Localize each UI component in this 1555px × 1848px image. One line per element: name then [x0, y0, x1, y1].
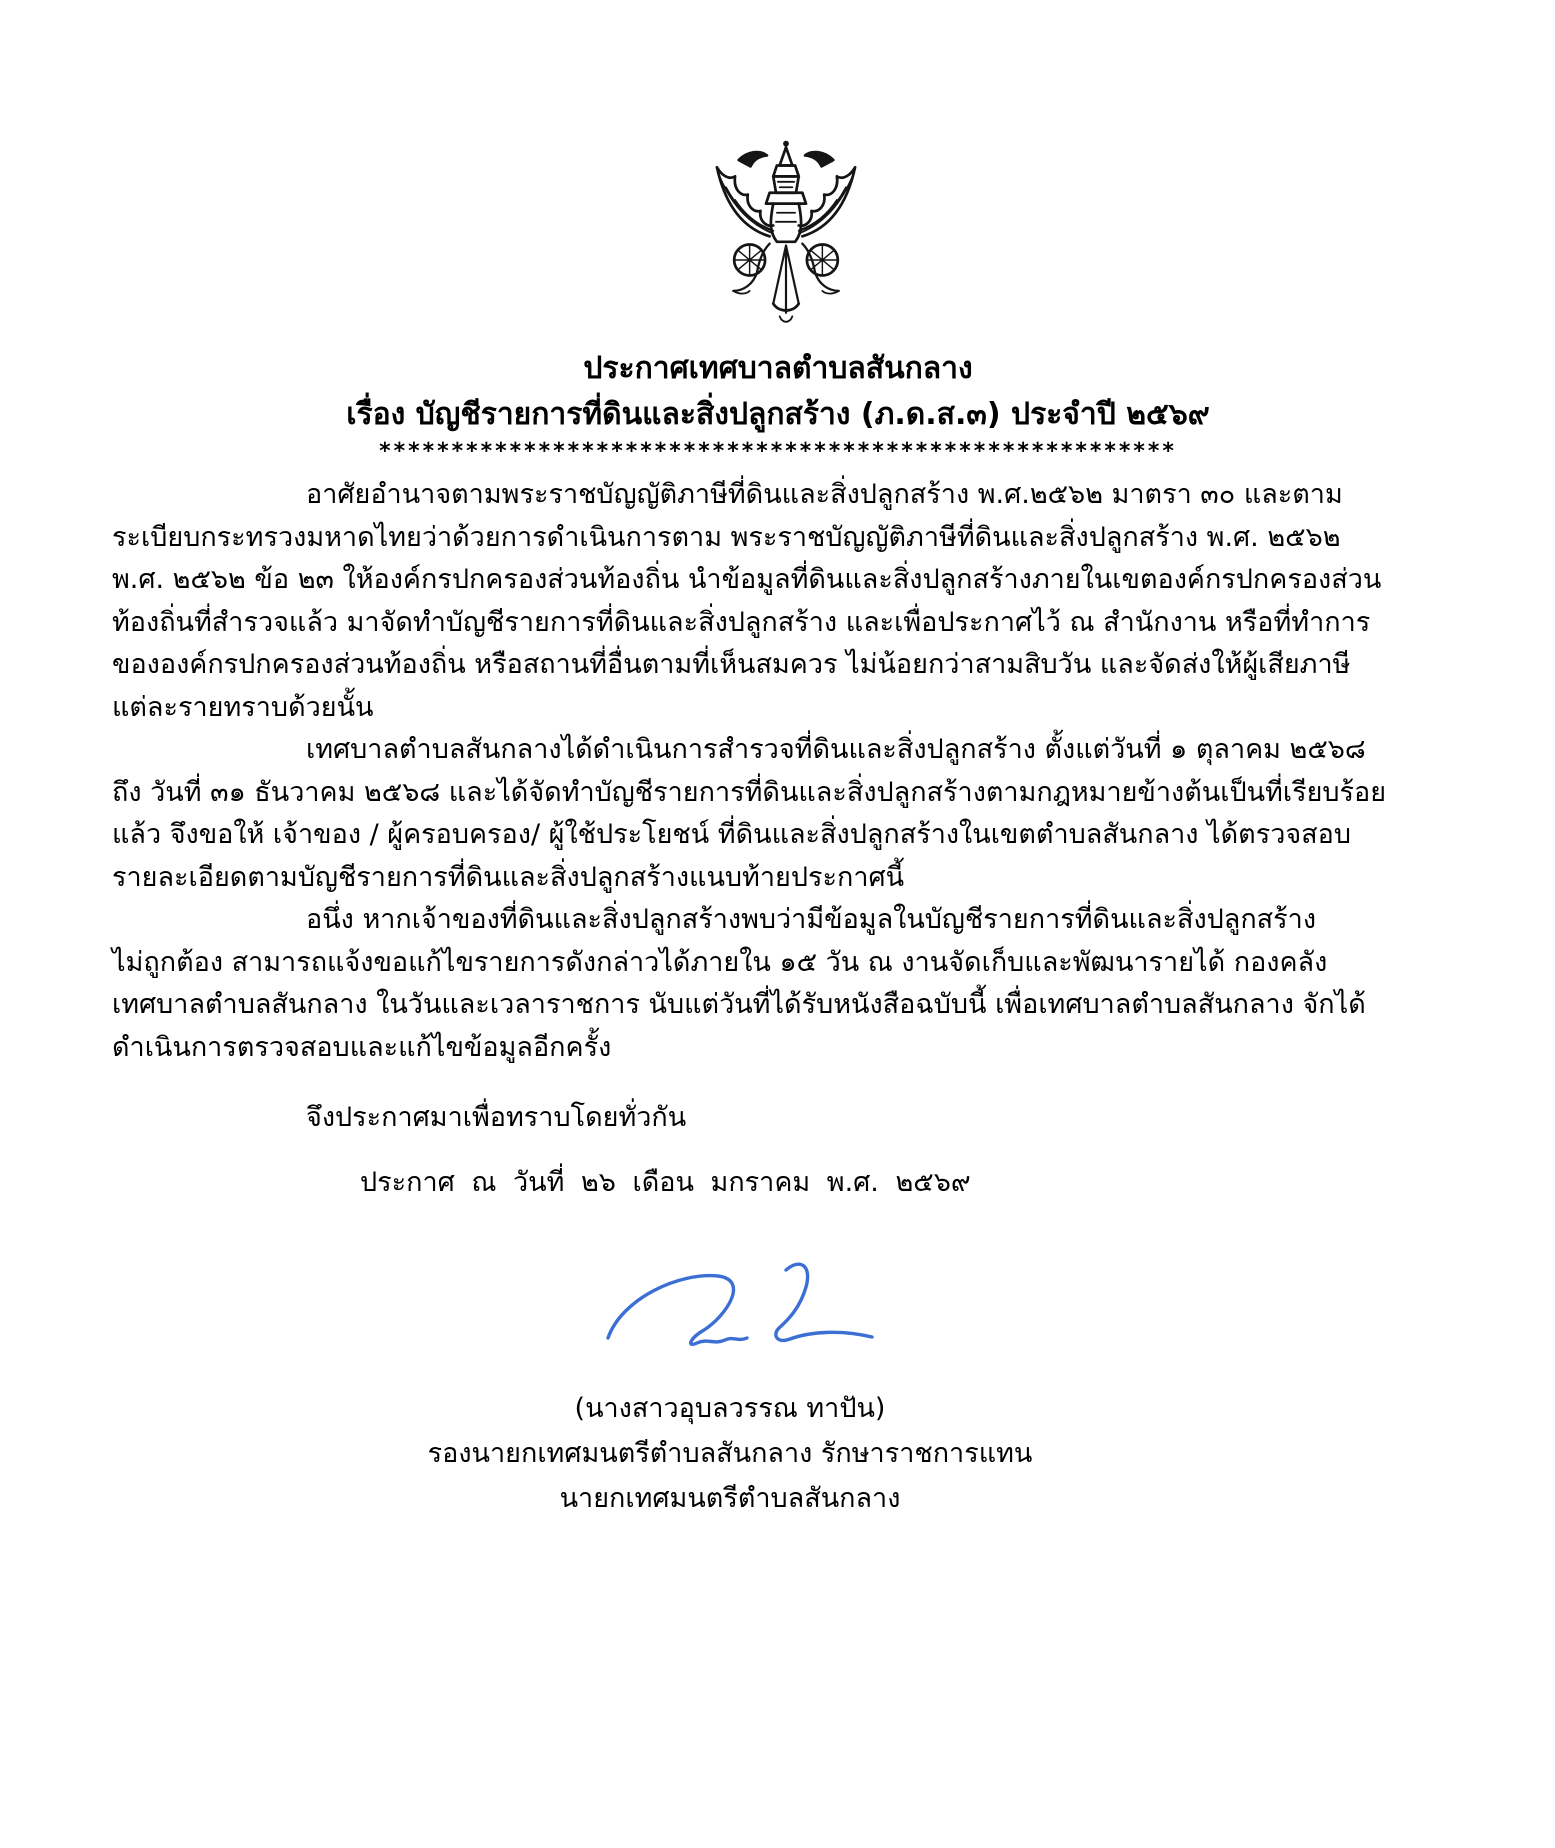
body-line: แต่ละรายทราบด้วยนั้น [112, 691, 374, 723]
asterisk-divider: ******************************************************* [379, 439, 1177, 464]
document-content [112, 346, 1444, 1521]
signatory-position-title: นายกเทศมนตรีตำบลสันกลาง [559, 1483, 901, 1514]
document-subject: เรื่อง บัญชีรายการที่ดินและสิ่งปลูกสร้าง (ภ.ด.ส.๓) ประจำปี ๒๕๖๙ [346, 397, 1210, 432]
signature-icon [590, 1256, 890, 1370]
body-line: อนึ่ง หากเจ้าของที่ดินและสิ่งปลูกสร้างพบว่ามีข้อมูลในบัญชีรายการที่ดินและสิ่งปลูกสร้าง [306, 904, 1317, 935]
body-line: รายละเอียดตามบัญชีรายการที่ดินและสิ่งปลูกสร้างแนบท้ายประกาศนี้ [112, 861, 905, 893]
body-line: ระเบียบกระทรวงมหาดไทยว่าด้วยการดำเนินการตาม พระราชบัญญัติภาษีที่ดินและสิ่งปลูกสร้าง พ.ศ. ๒๕๖๒ [112, 521, 1341, 553]
body-line: ขององค์กรปกครองส่วนท้องถิ่น หรือสถานที่อื่นตามที่เห็นสมควร ไม่น้อยกว่าสามสิบวัน และจัดส่งให้ผู้เสียภาษี [112, 649, 1351, 680]
signatory-position-acting: รองนายกเทศมนตรีตำบลสันกลาง รักษาราชการแทน [427, 1438, 1033, 1469]
document-body [112, 474, 1444, 1069]
signatory-name: (นางสาวอุบลวรรณ ทาปัน) [574, 1393, 886, 1424]
body-line: ถึง วันที่ ๓๑ ธันวาคม ๒๕๖๘ และได้จัดทำบัญชีรายการที่ดินและสิ่งปลูกสร้างตามกฎหมายข้างต้นเป็นที่เรียบร้อย [112, 776, 1387, 808]
paragraph-survey-notice [112, 729, 1444, 899]
closing-statement: จึงประกาศมาเพื่อทราบโดยทั่วกัน [306, 1102, 687, 1133]
body-line: พ.ศ. ๒๕๖๒ ข้อ ๒๓ ให้องค์กรปกครองส่วนท้องถิ่น นำข้อมูลที่ดินและสิ่งปลูกสร้างภายในเขตองค์กรปกครองส่วน [112, 564, 1382, 595]
body-line: แล้ว จึงขอให้ เจ้าของ / ผู้ครอบครอง/ ผู้ใช้ประโยชน์ ที่ดินและสิ่งปลูกสร้างในเขตตำบลสันกลาง ได้ตรวจสอบ [112, 819, 1352, 850]
garuda-emblem-icon [686, 134, 886, 346]
body-line: ดำเนินการตรวจสอบและแก้ไขข้อมูลอีกครั้ง [112, 1031, 612, 1063]
body-line: ท้องถิ่นที่สำรวจแล้ว มาจัดทำบัญชีรายการที่ดินและสิ่งปลูกสร้าง และเพื่อประกาศไว้ ณ สำนักงาน หรือที่ทำการ [112, 606, 1371, 638]
body-line: อาศัยอำนาจตามพระราชบัญญัติภาษีที่ดินและสิ่งปลูกสร้าง พ.ศ.๒๕๖๒ มาตรา ๓๐ และตาม [306, 479, 1343, 510]
paragraph-legal-basis [112, 474, 1444, 729]
body-line: ไม่ถูกต้อง สามารถแจ้งขอแก้ไขรายการดังกล่าวได้ภายใน ๑๕ วัน ณ งานจัดเก็บและพัฒนารายได้ กองคลัง [112, 946, 1328, 978]
paragraph-correction-instructions [112, 899, 1444, 1069]
document-title: ประกาศเทศบาลตำบลสันกลาง [583, 351, 973, 386]
announcement-date: ประกาศ ณ วันที่ ๒๖ เดือน มกราคม พ.ศ. ๒๕๖๙ [360, 1166, 971, 1198]
body-line: เทศบาลตำบลสันกลาง ในวันและเวลาราชการ นับแต่วันที่ได้รับหนังสือฉบับนี้ เพื่อเทศบาลตำบลสันกลาง จักได้ [112, 989, 1366, 1020]
signatory-block [64, 1386, 1396, 1521]
body-line: เทศบาลตำบลสันกลางได้ดำเนินการสำรวจที่ดินและสิ่งปลูกสร้าง ตั้งแต่วันที่ ๑ ตุลาคม ๒๕๖๘ [306, 734, 1366, 765]
